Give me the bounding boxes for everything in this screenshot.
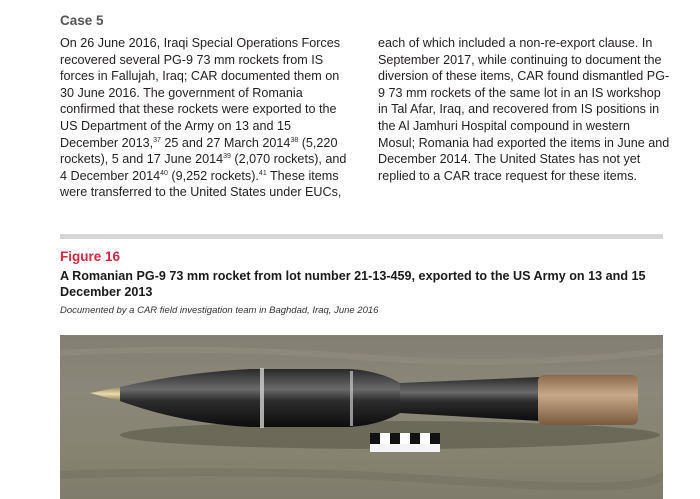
case-title: Case 5: [60, 13, 104, 28]
footnote-ref-41: 41: [258, 169, 267, 177]
left-text-part-4: (2,070 rockets), and 4 December 2014: [60, 152, 347, 183]
figure-title: A Romanian PG-9 73 mm rocket from lot number 21-13-459, exported to the US Army on 13 and 15 December 2013: [60, 269, 646, 299]
left-text-part-3: (5,220 rockets), 5 and 17 June 2014: [60, 135, 338, 167]
left-text-part-1: On 26 June 2016, Iraqi Special Operations Forces recovered several PG-9 73 mm rockets from IS forces in Fallujah, Iraq; CAR documented them on 30 June 2016. The government of Romania confirmed that these rockets were exported to the US Department of the Army on 13 and 15 December 2013,: [60, 36, 341, 150]
left-text-part-6: These items were transferred to the United States under EUCs,: [60, 168, 342, 200]
left-column-text: [60, 35, 350, 201]
footnote-ref-38: 38: [290, 136, 299, 144]
scale-bar: [370, 433, 440, 452]
footnote-ref-40: 40: [160, 169, 168, 177]
footnote-ref-37: 37: [153, 136, 161, 144]
section-divider: [60, 234, 663, 239]
rocket-band-2: [350, 371, 353, 426]
rocket-tube: [538, 375, 638, 425]
rocket-band-1: [260, 368, 264, 428]
footnote-ref-39: 39: [223, 152, 231, 160]
rocket-photo-illustration: [60, 335, 663, 499]
figure-label: Figure 16: [60, 249, 121, 264]
left-text-part-2: 25 and 27 March 2014: [160, 135, 291, 150]
rocket-photo: [60, 335, 663, 499]
right-column-text: each of which included a non-re-export clause. In September 2017, while continuing to document the diversion of these items, CAR found dismantled PG-9 73 mm rockets of the same lot in an IS workshop in Tal Afar, Iraq, and recovered from IS positions in the Al Jamhuri Hospital compound in western Mosul; Romania had exported the items in June and December 2014. The United States has not yet replied to a CAR trace request for these items.: [378, 36, 670, 183]
figure-caption: Documented by a CAR field investigation team in Baghdad, Iraq, June 2016: [60, 305, 379, 316]
left-text-part-5: (9,252 rockets).: [167, 168, 259, 183]
